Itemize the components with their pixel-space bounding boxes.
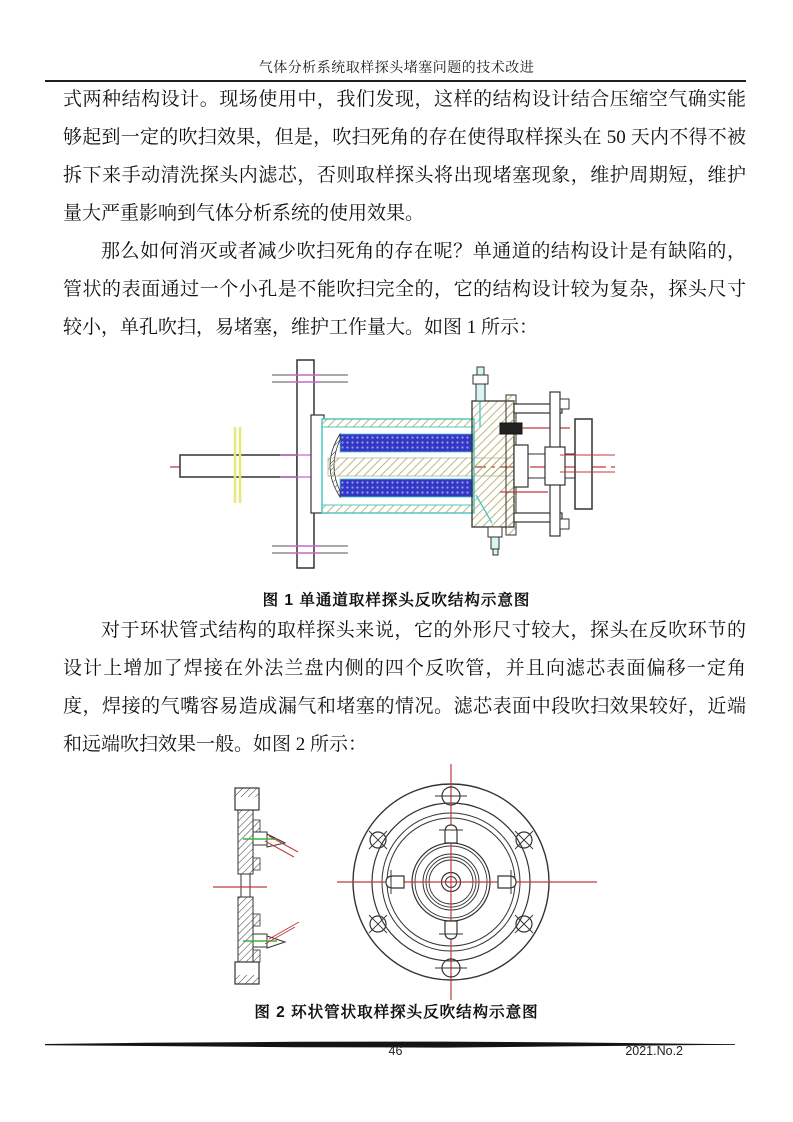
- purge-tube-top: [439, 825, 463, 843]
- figure-1: [170, 355, 620, 580]
- running-header-title: 气体分析系统取样探头堵塞问题的技术改进: [258, 61, 535, 76]
- body-paragraph-1: 式两种结构设计。现场使用中，我们发现，这样的结构设计结合压缩空气确实能够起到一定的吹扫效果，但是，吹扫死角的存在使得取样探头在 50 天内不得不被拆下来手动清洗探头内滤芯，否则取样探头将出现堵塞现象，维护周期短，维护量大严重影响到气体分析系统的使用效果。: [63, 89, 746, 224]
- top-purge-fitting: [477, 367, 484, 375]
- body-paragraph-3: 对于环状管式结构的取样探头来说，它的外形尺寸较大，探头在反吹环节的设计上增加了焊接在外法兰盘内侧的四个反吹管，并且向滤芯表面偏移一定角度，焊接的气嘴容易造成漏气和堵塞的情况。滤芯表面中段吹扫效果较好，近端和远端吹扫效果一般。如图 2 所示：: [63, 620, 746, 755]
- shaft-step: [514, 445, 528, 487]
- purge-tube-right: [498, 870, 516, 894]
- end-disc: [575, 419, 592, 509]
- side-fitting: [500, 423, 522, 434]
- single-channel-probe-diagram: [170, 355, 620, 575]
- purge-tube-bottom: [439, 921, 463, 939]
- bottom-purge-fitting: [488, 527, 502, 537]
- figure-2: [205, 762, 615, 1007]
- body-paragraph-2: 那么如何消灭或者减少吹扫死角的存在呢？单通道的结构设计是有缺陷的，管状的表面通过一个小孔是不能吹扫完全的，它的结构设计较为复杂，探头尺寸较小，单孔吹扫，易堵塞，维护工作量大。如图 1 所示：: [63, 241, 746, 338]
- figure-2-caption: 图 2 环状管状取样探头反吹结构示意图: [254, 1004, 539, 1021]
- coupling: [545, 447, 565, 485]
- figure-1-caption: 图 1 单通道取样探头反吹结构示意图: [262, 592, 531, 609]
- purge-tube-left: [386, 870, 404, 894]
- footer-page-number: 46: [388, 1044, 403, 1058]
- sample-tube: [180, 455, 297, 477]
- filter-element-top: [340, 434, 473, 452]
- filter-element-bottom: [340, 479, 473, 497]
- footer-issue-number: 2021.No.2: [625, 1044, 683, 1058]
- annular-probe-diagram: [205, 762, 615, 1002]
- side-section-view: [213, 788, 299, 984]
- front-flange-view: [337, 764, 597, 1000]
